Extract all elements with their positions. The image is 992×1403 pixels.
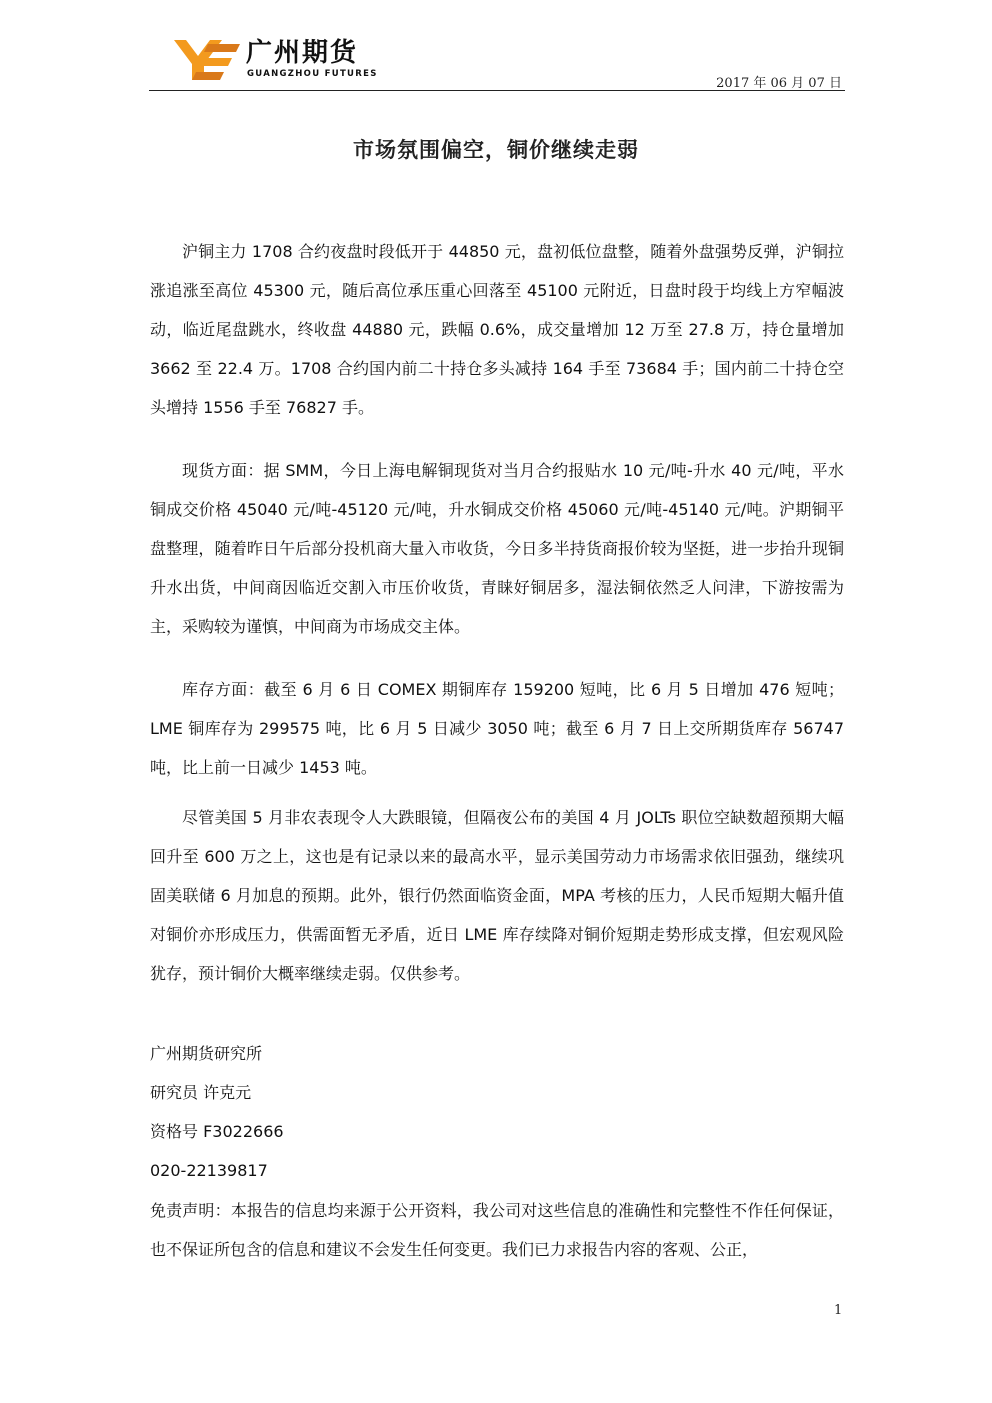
signature-phone: 020-22139817: [150, 1161, 268, 1180]
paragraph-inventory: 库存方面：截至 6 月 6 日 COMEX 期铜库存 159200 短吨，比 6 月 5 日增加 476 短吨；LME 铜库存为 299575 吨，比 6 月 5 日减少 3050 吨；截至 6 月 7 日上交所期货库存 56747 吨，比上前一日减少 1453 吨。: [150, 680, 844, 777]
yf-logo-icon: [174, 40, 240, 80]
header-divider: [149, 90, 845, 91]
logo-english-name: GUANGZHOU FUTURES: [247, 69, 378, 79]
paragraph-spot-market: 现货方面：据 SMM，今日上海电解铜现货对当月合约报贴水 10 元/吨-升水 40 元/吨，平水铜成交价格 45040 元/吨-45120 元/吨，升水铜成交价格 45060 元/吨-45140 元/吨。沪期铜平盘整理，随着昨日午后部分投机商大量入市收货，今日多半持货商报价较为坚挺，进一步抬升现铜升水出货，中间商因临近交割入市压价收货，青睐好铜居多，湿法铜依然乏人问津，下游按需为主，采购较为谨慎，中间商为市场成交主体。: [150, 461, 844, 636]
logo-chinese-name: 广州期货: [246, 38, 359, 68]
signature-researcher: 研究员 许克元: [150, 1083, 252, 1102]
signature-license: 资格号 F3022666: [150, 1122, 284, 1141]
document-title: 市场氛围偏空，铜价继续走弱: [353, 138, 639, 162]
company-logo: [174, 38, 378, 84]
paragraph-market-summary: 沪铜主力 1708 合约夜盘时段低开于 44850 元，盘初低位盘整，随着外盘强势反弹，沪铜拉涨追涨至高位 45300 元，随后高位承压重心回落至 45100 元附近，日盘时段于均线上方窄幅波动，临近尾盘跳水，终收盘 44880 元，跌幅 0.6%，成交量增加 12 万至 27.8 万，持仓量增加 3662 至 22.4 万。1708 合约国内前二十持仓多头减持 164 手至 73684 手；国内前二十持仓空头增持 1556 手至 76827 手。: [150, 242, 844, 417]
paragraph-outlook: 尽管美国 5 月非农表现令人大跌眼镜，但隔夜公布的美国 4 月 JOLTs 职位空缺数超预期大幅回升至 600 万之上，这也是有记录以来的最高水平，显示美国劳动力市场需求依旧强劲，继续巩固美联储 6 月加息的预期。此外，银行仍然面临资金面，MPA 考核的压力，人民币短期大幅升值对铜价亦形成压力，供需面暂无矛盾，近日 LME 库存续降对铜价短期走势形成支撑，但宏观风险犹存，预计铜价大概率继续走弱。仅供参考。: [150, 808, 844, 983]
report-date: 2017 年 06 月 07 日: [716, 76, 842, 91]
signature-institute: 广州期货研究所: [150, 1044, 263, 1063]
page-number: 1: [834, 1303, 843, 1318]
disclaimer-text: 免责声明：本报告的信息均来源于公开资料，我公司对这些信息的准确性和完整性不作任何保证，也不保证所包含的信息和建议不会发生任何变更。我们已力求报告内容的客观、公正，: [150, 1201, 844, 1259]
